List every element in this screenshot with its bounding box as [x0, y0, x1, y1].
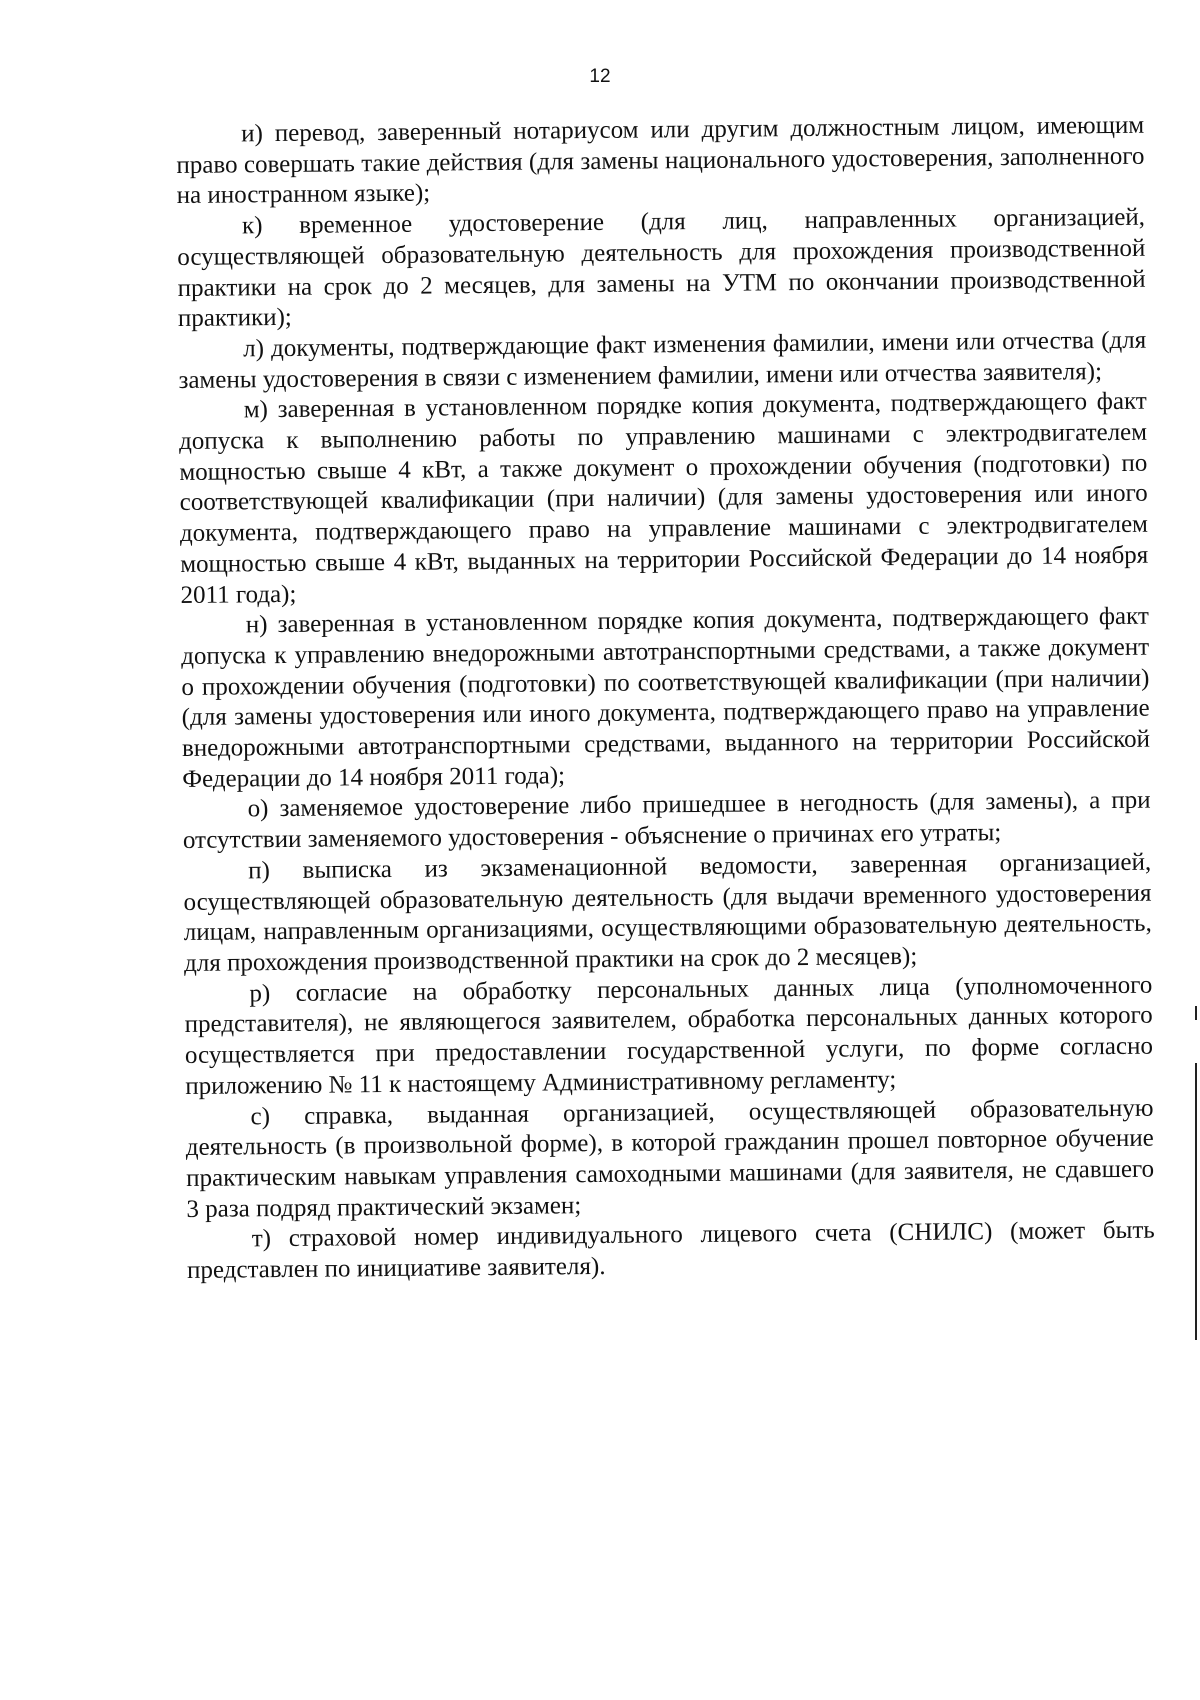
item-marker: п)	[248, 857, 271, 885]
item-marker: и)	[241, 120, 263, 148]
list-item-r	[184, 970, 1153, 1102]
item-text: заверенная в установленном порядке копия документа, подтверждающего факт допуска к управлению внедорожными автотранспортными средствами, а также документ о прохождении обучения (подготовки) по соответствующей квалификации (при наличии) (для замены удостоверения или иного документа, подтверждающего право на управление внедорожными автотранспортными средствами, выданного на территории Российской Федерации до 14 ноября 2011 года);	[181, 602, 1151, 793]
list-item-l	[178, 326, 1147, 397]
item-text: перевод, заверенный нотариусом или другим должностным лицом, имеющим право совершать такие действия (для замены национального удостоверения, заполненного на иностранном языке);	[176, 111, 1145, 210]
list-item-m	[179, 387, 1149, 611]
item-text: справка, выданная организацией, осуществляющей образовательную деятельность (в произвольной форме), в которой гражданин прошел повторное обучение практическим навыкам управления самоходными машинами (для заявителя, не сдавшего 3 раза подряд практический экзамен;	[185, 1094, 1155, 1223]
item-marker: т)	[251, 1225, 272, 1253]
item-text: заменяемое удостоверение либо пришедшее в негодность (для замены), а при отсутствии заменяемого удостоверения - объяснение о причинах его утраты;	[182, 787, 1151, 855]
list-item-s	[185, 1093, 1154, 1225]
item-text: заверенная в установленном порядке копия документа, подтверждающего факт допуска к выполнению работы по управлению машинами с электродвигателем мощностью свыше 4 кВт, а также документ о прохождении обучения (подготовки) по соответствующей квалификации (при наличии) (для замены удостоверения или иного документа, подтверждающего право на управление машинами с электродвигателем мощностью свыше 4 кВт, выданных на территории Российской Федерации до 14 ноября 2011 года);	[178, 388, 1149, 609]
list-item-t	[187, 1216, 1156, 1287]
item-marker: к)	[241, 212, 263, 240]
page-number: 12	[589, 66, 611, 87]
list-item-i	[176, 111, 1145, 212]
item-text: документы, подтверждающие факт изменения фамилии, имени или отчества (для замены удостоверения в связи с изменением фамилии, имени или отчества заявителя);	[178, 326, 1147, 394]
scan-edge-mark	[1195, 1063, 1197, 1340]
item-marker: м)	[243, 396, 269, 424]
list-item-n	[181, 602, 1151, 796]
document-body	[176, 111, 1155, 1287]
item-text: выписка из экзаменационной ведомости, заверенная организацией, осуществляющей образовательную деятельность (для выдачи временного удостоверения лицам, направленным организациями, осуществляющими образовательную деятельность, для прохождения производственной практики на срок до 2 месяцев);	[183, 848, 1152, 977]
item-text: страховой номер индивидуального лицевого счета (СНИЛС) (может быть представлен по инициативе заявителя).	[186, 1216, 1155, 1284]
item-marker: р)	[249, 979, 271, 1008]
item-marker: н)	[245, 611, 268, 639]
list-item-k	[177, 203, 1146, 335]
list-item-o	[182, 786, 1151, 857]
item-marker: л)	[243, 335, 265, 363]
item-text: согласие на обработку персональных данных лица (уполномоченного представителя), не являющегося заявителем, обработка персональных данных которого осуществляется при предоставлении государственной услуги, по форме согласно приложению № 11 к настоящему Административному регламенту;	[184, 971, 1154, 1100]
scan-edge-mark	[1195, 1006, 1197, 1020]
item-marker: о)	[247, 795, 269, 823]
item-marker: с)	[250, 1102, 271, 1130]
item-text: временное удостоверение (для лиц, направленных организацией, осуществляющей образовательную деятельность для прохождения производственной практики на срок до 2 месяцев, для замены на УТМ по окончании производственной практики);	[177, 203, 1146, 333]
list-item-p	[183, 848, 1152, 980]
